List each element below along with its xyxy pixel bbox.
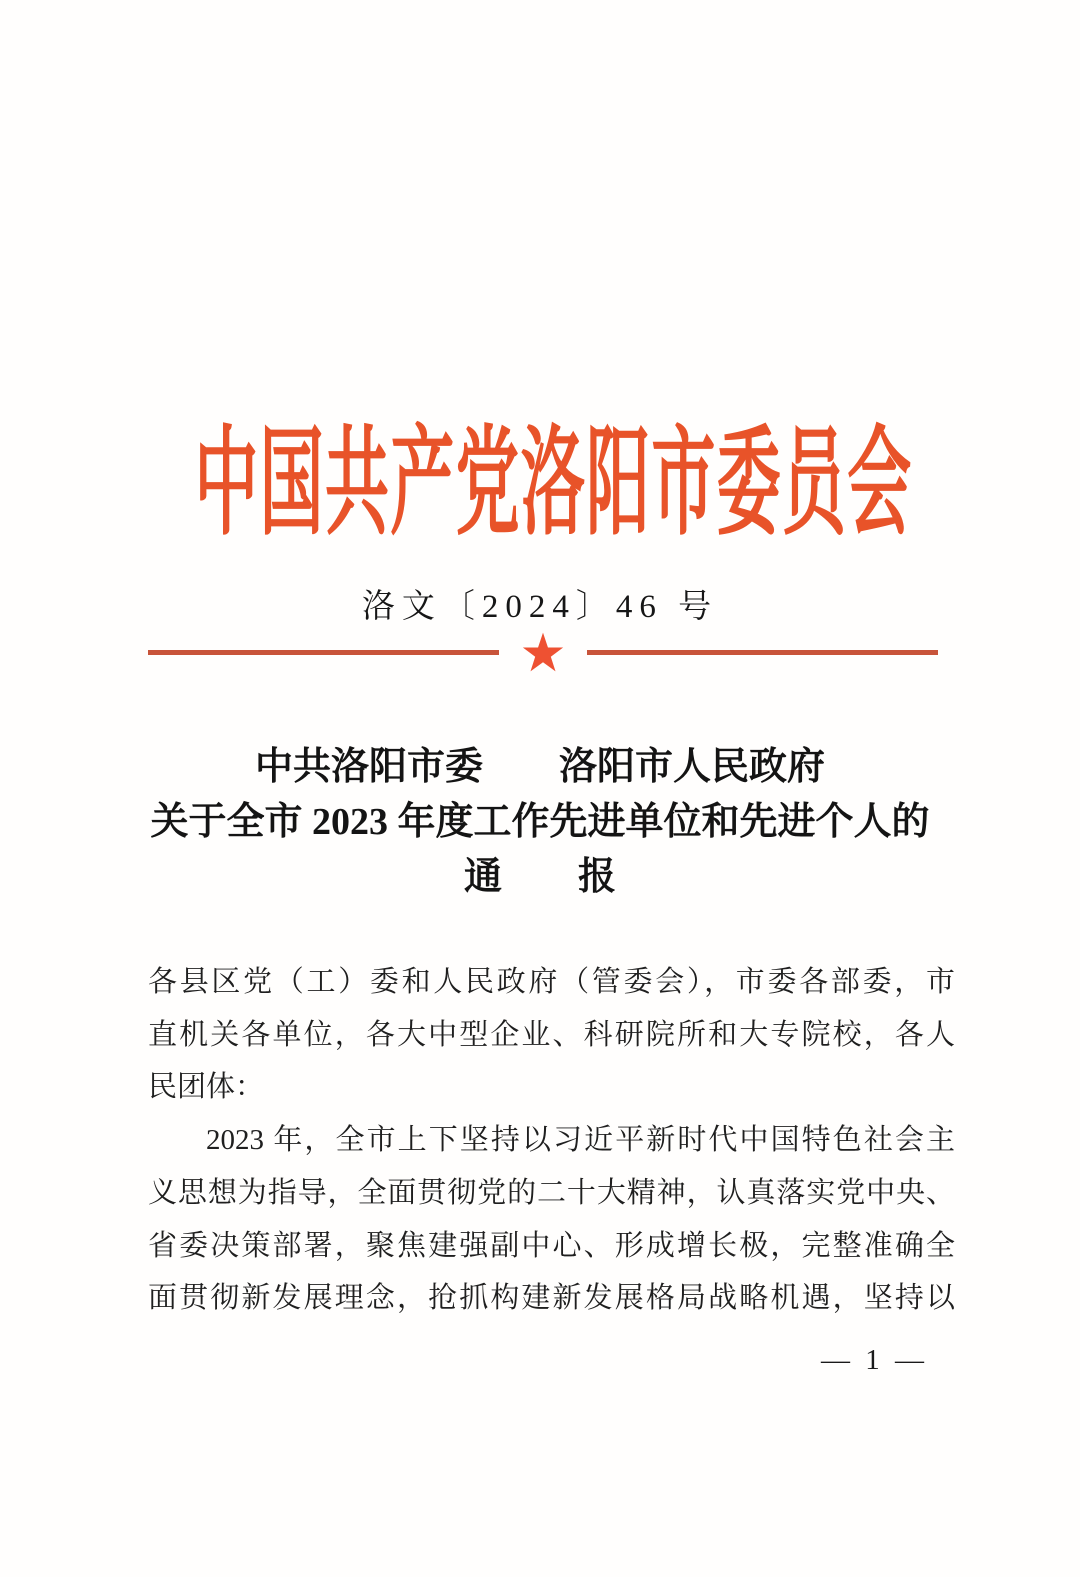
- body-line: 民团体：: [148, 1071, 265, 1104]
- page-number: — 1 —: [821, 1344, 928, 1376]
- body-line: 省委决策部署，聚焦建强副中心、形成增长极，完整准确全: [148, 1229, 955, 1262]
- body-line: 义思想为指导，全面贯彻党的二十大精神，认真落实党中央、: [148, 1176, 955, 1209]
- body-line: 直机关各单位，各大中型企业、科研院所和大专院校，各人: [148, 1018, 955, 1051]
- title-line-3: 通 报: [463, 856, 616, 898]
- document-number: 洛文〔2024〕46 号: [361, 589, 719, 625]
- document-title: [0, 740, 1080, 905]
- title-line-1: 中共洛阳市委 洛阳市人民政府: [254, 746, 825, 788]
- body-line: 2023 年，全市上下坚持以习近平新时代中国特色社会主: [206, 1124, 955, 1157]
- body-line: 各县区党（工）委和人民政府（管委会），市委各部委，市: [148, 966, 955, 998]
- issuing-org-title: 中国共产党洛阳市委员会: [194, 418, 913, 550]
- divider-line-right: [587, 650, 938, 655]
- divider-line-left: [148, 650, 499, 655]
- red-divider: [148, 631, 938, 673]
- document-body: [148, 956, 955, 1325]
- body-line: 面贯彻新发展理念，抢抓构建新发展格局战略机遇，坚持以: [148, 1282, 955, 1315]
- title-line-2: 关于全市 2023 年度工作先进单位和先进个人的: [150, 801, 930, 843]
- red-star-icon: [520, 631, 566, 673]
